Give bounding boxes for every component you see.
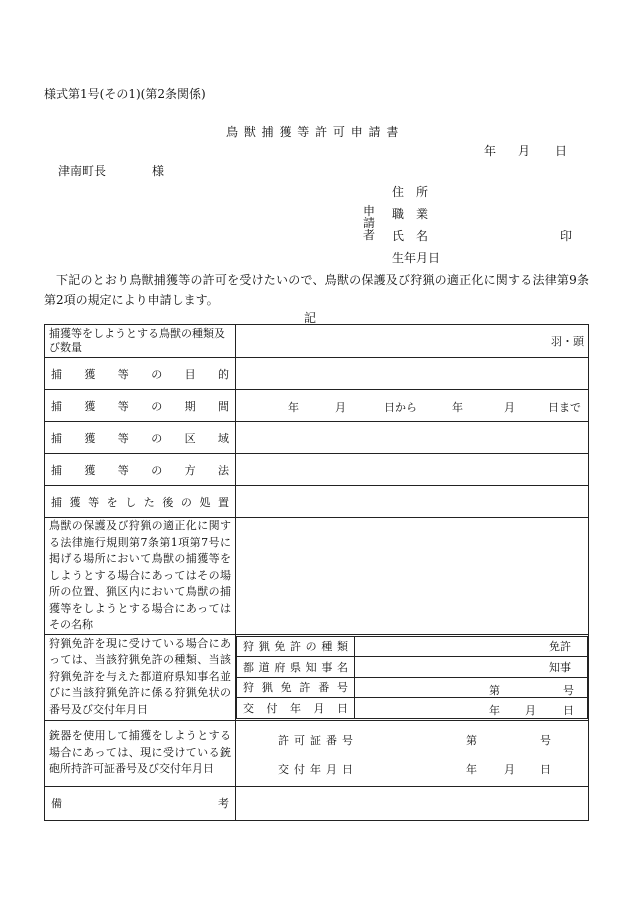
license-type-label: 狩猟免許の種類 bbox=[237, 636, 355, 657]
license-type-unit: 免許 bbox=[549, 640, 571, 654]
document-title: 鳥 獣 捕 獲 等 許 可 申 請 書 bbox=[226, 125, 400, 139]
permit-number-label: 許可証番号 bbox=[278, 733, 358, 747]
row-remarks bbox=[45, 786, 589, 820]
permit-number-prefix: 第 bbox=[466, 733, 477, 747]
applicant-char: 者 bbox=[363, 228, 376, 242]
permit-number-suffix: 号 bbox=[540, 733, 551, 747]
license-type-field[interactable] bbox=[355, 636, 588, 657]
applicant-char: 申 bbox=[363, 204, 376, 218]
row-protected-area bbox=[45, 518, 589, 635]
period-end-year: 年 bbox=[452, 401, 463, 414]
remarks-field[interactable] bbox=[236, 786, 589, 820]
seal-mark: 印 bbox=[560, 229, 573, 243]
period-end-day: 日まで bbox=[548, 401, 581, 414]
applicant-name-label: 氏 名 bbox=[392, 229, 429, 243]
license-date-month: 月 bbox=[525, 704, 536, 717]
permit-date-month: 月 bbox=[504, 762, 515, 776]
disposal-label: 捕獲等をした後の処置 bbox=[45, 486, 236, 518]
row-method bbox=[45, 454, 589, 486]
date-year: 年 bbox=[484, 144, 497, 158]
row-species bbox=[45, 325, 589, 358]
row-disposal bbox=[45, 486, 589, 518]
license-number-field[interactable] bbox=[355, 677, 588, 698]
license-date-label: 交付年月日 bbox=[237, 698, 355, 719]
intro-text: 下記のとおり鳥獣捕獲等の許可を受けたいので、鳥獣の保護及び狩猟の適正化に関する法律第9条第2項の規定により申請します。 bbox=[44, 273, 589, 307]
applicant-address-label: 住 所 bbox=[392, 185, 429, 199]
row-period bbox=[45, 390, 589, 422]
gun-permit-label: 銃器を使用して捕獲をしようとする場合にあっては、現に受けている銃砲所持許可証番号及び交付年月日 bbox=[45, 720, 236, 786]
disposal-field[interactable] bbox=[236, 486, 589, 518]
species-unit: 羽・頭 bbox=[551, 335, 584, 348]
license-date-field[interactable] bbox=[355, 698, 588, 719]
license-label: 狩猟免許を現に受けている場合にあっては、当該狩猟免許の種類、当該狩猟免許を与えた都道府県知事名並びに当該狩猟免許に係る狩猟免状の番号及び交付年月日 bbox=[45, 634, 236, 720]
protected-area-label: 鳥獣の保護及び狩猟の適正化に関する法律施行規則第7条第1項第7号に掲げる場所において鳥獣の捕獲等をしようとする場合にあってはその場所の位置、猟区内において鳥獣の捕獲等をしようとする場合にあってはその名称 bbox=[45, 518, 236, 635]
period-end-month: 月 bbox=[504, 401, 515, 414]
area-label: 捕獲等の区域 bbox=[45, 422, 236, 454]
applicant-char: 請 bbox=[363, 216, 376, 230]
remarks-label: 備考 bbox=[45, 786, 236, 820]
protected-area-field[interactable] bbox=[236, 518, 589, 635]
license-number-suffix: 号 bbox=[563, 683, 574, 697]
period-label: 捕獲等の期間 bbox=[45, 390, 236, 422]
date-day: 日 bbox=[555, 144, 568, 158]
row-gun-permit bbox=[45, 720, 589, 786]
species-field[interactable] bbox=[236, 325, 589, 358]
period-start-day: 日から bbox=[384, 401, 417, 414]
governor-field[interactable] bbox=[355, 657, 588, 678]
period-field[interactable] bbox=[236, 390, 589, 422]
row-area bbox=[45, 422, 589, 454]
method-label: 捕獲等の方法 bbox=[45, 454, 236, 486]
permit-date-year: 年 bbox=[466, 762, 477, 776]
purpose-label: 捕獲等の目的 bbox=[45, 358, 236, 390]
area-field[interactable] bbox=[236, 422, 589, 454]
governor-unit: 知事 bbox=[549, 660, 571, 674]
permit-date-label: 交付年月日 bbox=[278, 762, 358, 776]
applicant-vertical-label bbox=[363, 205, 375, 241]
gun-permit-field[interactable] bbox=[236, 720, 589, 786]
governor-label: 都道府県知事名 bbox=[237, 657, 355, 678]
license-date-year: 年 bbox=[489, 704, 500, 717]
period-start-month: 月 bbox=[335, 401, 346, 414]
date-month: 月 bbox=[518, 144, 531, 158]
license-subtable bbox=[236, 636, 588, 719]
applicant-birthdate-label: 生年月日 bbox=[392, 251, 441, 265]
addressee-suffix: 様 bbox=[152, 164, 165, 178]
application-table bbox=[44, 324, 589, 821]
row-purpose bbox=[45, 358, 589, 390]
method-field[interactable] bbox=[236, 454, 589, 486]
addressee-name: 津南町長 bbox=[58, 164, 107, 178]
form-number: 様式第1号(その1)(第2条関係) bbox=[44, 87, 206, 101]
period-start-year: 年 bbox=[288, 401, 299, 414]
permit-date-day: 日 bbox=[540, 762, 551, 776]
applicant-occupation-label: 職 業 bbox=[392, 207, 429, 221]
ki-label: 記 bbox=[304, 311, 317, 325]
license-number-prefix: 第 bbox=[489, 683, 500, 697]
license-number-label: 狩猟免許番号 bbox=[237, 677, 355, 698]
row-license bbox=[45, 634, 589, 720]
species-label: 捕獲等をしようとする鳥獣の種類及び数量 bbox=[45, 325, 236, 358]
license-subtable-cell bbox=[236, 634, 589, 720]
license-date-day: 日 bbox=[563, 704, 574, 717]
purpose-field[interactable] bbox=[236, 358, 589, 390]
